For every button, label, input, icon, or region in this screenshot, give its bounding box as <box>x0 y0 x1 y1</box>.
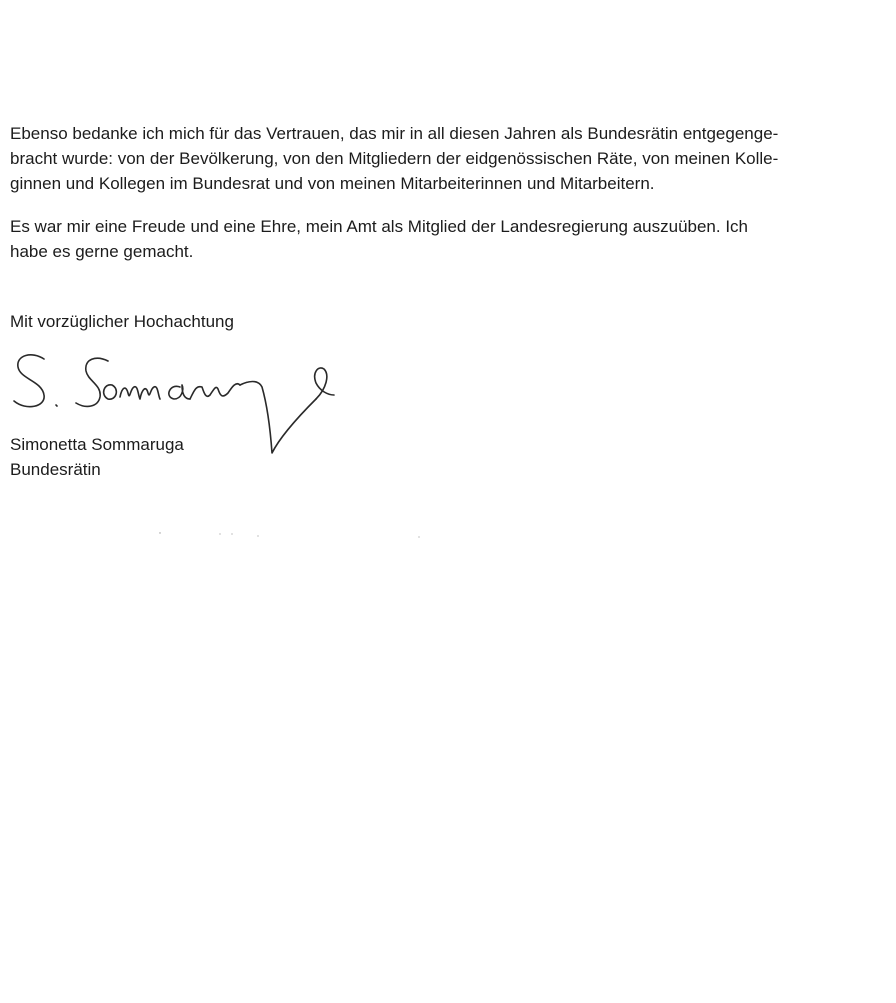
text-line: habe es gerne gemacht. <box>10 242 194 261</box>
text-line: ginnen und Kollegen im Bundesrat und von meinen Mitarbeiterinnen und Mitarbeitern. <box>10 174 655 193</box>
text-line: Es war mir eine Freude und eine Ehre, mein Amt als Mitglied der Landesregierung auszuüben. Ich <box>10 217 749 236</box>
signer-title: Bundesrätin <box>10 460 101 479</box>
closing-salutation: Mit vorzüglicher Hochachtung <box>10 312 234 331</box>
text-line: Ebenso bedanke ich mich für das Vertrauen, das mir in all diesen Jahren als Bundesrätin entgegenge- <box>10 124 779 143</box>
paragraph-honour <box>10 214 890 264</box>
text-line: bracht wurde: von der Bevölkerung, von den Mitgliedern der eidgenössischen Räte, von meinen Kolle- <box>10 149 779 168</box>
paragraph-thanks <box>10 121 890 196</box>
scan-specks <box>0 525 896 545</box>
signer-name: Simonetta Sommaruga <box>10 435 184 454</box>
